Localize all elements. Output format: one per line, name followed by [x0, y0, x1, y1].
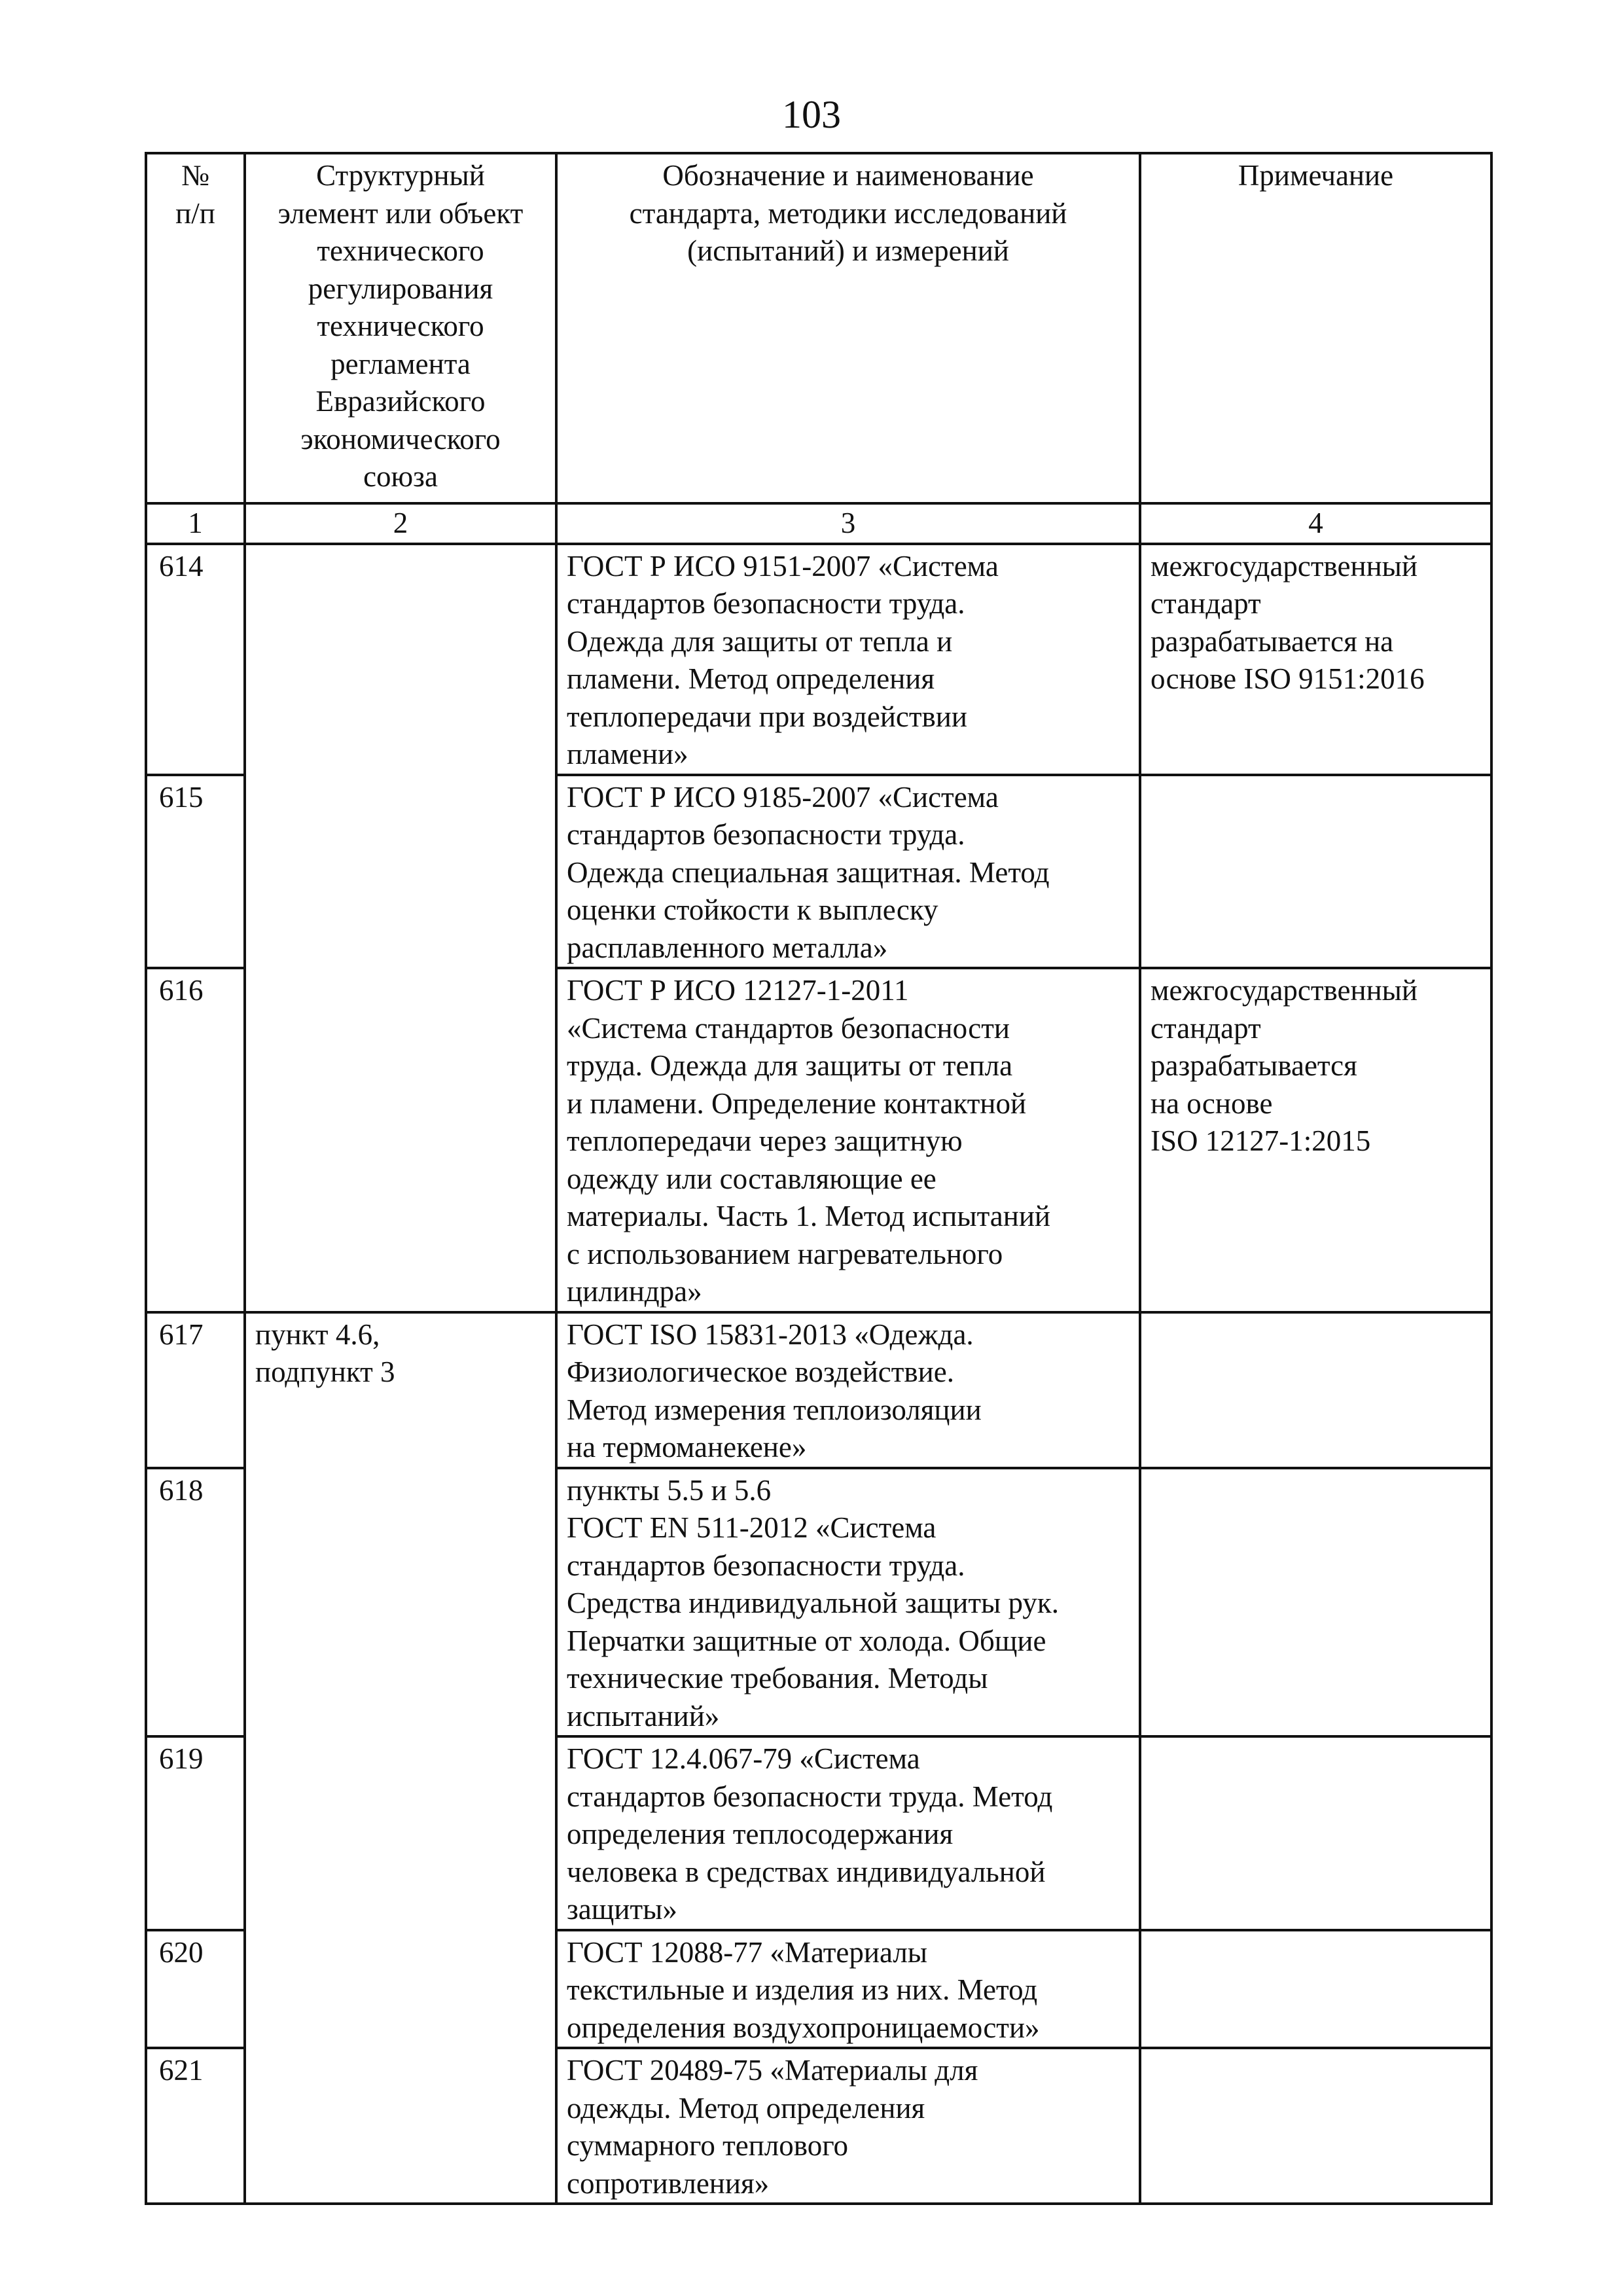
- standard-cell: ГОСТ 20489-75 «Материалы для одежды. Метод определения суммарного теплового сопротивления»: [556, 2048, 1140, 2204]
- standard-cell: ГОСТ Р ИСО 9185-2007 «Система стандартов безопасности труда. Одежда специальная защитная. Метод оценки стойкости к выплеску расплавленного металла»: [556, 775, 1140, 969]
- element-cell: [245, 544, 556, 1312]
- row-number: 616: [146, 968, 245, 1312]
- note-cell: [1140, 775, 1491, 969]
- note-cell: [1140, 1312, 1491, 1468]
- standard-cell: ГОСТ Р ИСО 9151-2007 «Система стандартов безопасности труда. Одежда для защиты от тепла и пламени. Метод определения теплопередачи при воздействии пламени»: [556, 544, 1140, 775]
- row-number: 619: [146, 1736, 245, 1930]
- column-number: 3: [556, 503, 1140, 544]
- page-number: 103: [782, 93, 841, 136]
- header-element: Структурный элемент или объект технического регулирования технического регламента Евразийского экономического союза: [245, 153, 556, 503]
- row-number: 618: [146, 1468, 245, 1737]
- header-number: № п/п: [146, 153, 245, 503]
- column-number: 1: [146, 503, 245, 544]
- standard-cell: ГОСТ 12.4.067-79 «Система стандартов безопасности труда. Метод определения теплосодержания человека в средствах индивидуальной защиты»: [556, 1736, 1140, 1930]
- column-number: 4: [1140, 503, 1491, 544]
- element-cell: пункт 4.6, подпункт 3: [245, 1312, 556, 2204]
- note-cell: межгосударственный стандарт разрабатывается на основе ISO 9151:2016: [1140, 544, 1491, 775]
- standard-cell: ГОСТ ISO 15831-2013 «Одежда. Физиологическое воздействие. Метод измерения теплоизоляции на термоманекене»: [556, 1312, 1140, 1468]
- table-row: [146, 1312, 1491, 1468]
- note-cell: [1140, 1468, 1491, 1737]
- row-number: 615: [146, 775, 245, 969]
- row-number: 621: [146, 2048, 245, 2204]
- note-cell: [1140, 1736, 1491, 1930]
- header-row: [146, 153, 1491, 503]
- column-numbers-row: [146, 503, 1491, 544]
- standard-cell: ГОСТ Р ИСО 12127-1-2011 «Система стандартов безопасности труда. Одежда для защиты от тепла и пламени. Определение контактной теплопередачи через защитную одежду или составляющие ее материалы. Часть 1. Метод испытаний с использованием нагревательного цилиндра»: [556, 968, 1140, 1312]
- standards-table: [145, 152, 1493, 2205]
- row-number: 620: [146, 1930, 245, 2049]
- note-cell: [1140, 1930, 1491, 2049]
- header-note: Примечание: [1140, 153, 1491, 503]
- row-number: 614: [146, 544, 245, 775]
- row-number: 617: [146, 1312, 245, 1468]
- standard-cell: пункты 5.5 и 5.6 ГОСТ EN 511-2012 «Система стандартов безопасности труда. Средства индивидуальной защиты рук. Перчатки защитные от холода. Общие технические требования. Методы испытаний»: [556, 1468, 1140, 1737]
- standard-cell: ГОСТ 12088-77 «Материалы текстильные и изделия из них. Метод определения воздухопроницаемости»: [556, 1930, 1140, 2049]
- header-standard: Обозначение и наименование стандарта, методики исследований (испытаний) и измерений: [556, 153, 1140, 503]
- column-number: 2: [245, 503, 556, 544]
- note-cell: межгосударственный стандарт разрабатывается на основе ISO 12127-1:2015: [1140, 968, 1491, 1312]
- note-cell: [1140, 2048, 1491, 2204]
- table-row: [146, 544, 1491, 775]
